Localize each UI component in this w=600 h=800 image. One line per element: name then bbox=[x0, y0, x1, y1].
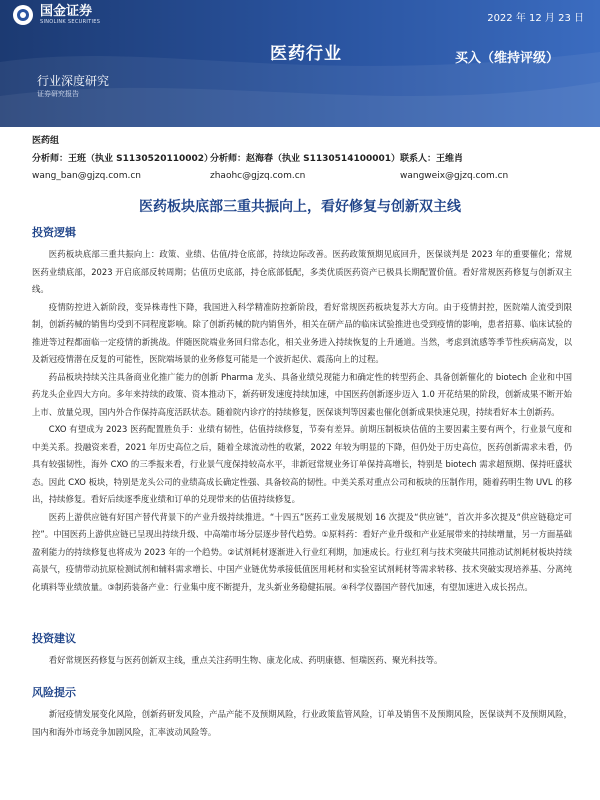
analyst-1-email[interactable]: wang_ban@gjzq.com.cn bbox=[32, 171, 141, 181]
report-date: 2022 年 12 月 23 日 bbox=[487, 13, 584, 24]
team-group: 医药组 bbox=[32, 136, 60, 146]
paragraph: CXO 有望成为 2023 医药配置胜负手：业绩有韧性，估值持续修复，节奏有差异。前期压制板块估值的主要因素主要有两个，行业景气度和中美关系。投融资来看，2021 年历史高位之后，随着全球流动性的收紧，2022 年较为明显的下降，但仍处于历史高位，医药创新需求未看，仍具有较强韧性，海外 CXO 的三季报来看，行业景气度保持较高水平，非新冠常规业务订单保持高增长，特别是 biotech 需求超预期、保持旺盛状态。因此 CXO 板块，特别是龙头公司的业绩高成长确定性强、具备较高的韧性。中美关系对重点公司和板块的压制作用，随着药明生物 UVL 的移出，持续修复。看好后续逐季度业绩和订单的兑现带来的估值持续修复。 bbox=[32, 424, 572, 504]
section-heading-logic: 投资逻辑 bbox=[32, 226, 76, 239]
brand-mark-icon bbox=[12, 4, 34, 26]
header-banner bbox=[0, 0, 600, 127]
paragraph: 看好常规医药修复与医药创新双主线，重点关注药明生物、康龙化成、药明康德、恒瑞医药、聚光科技等。 bbox=[48, 655, 443, 665]
report-type: 行业深度研究 bbox=[37, 74, 110, 88]
section-body-risk bbox=[32, 706, 572, 741]
paragraph: 疫情防控进入新阶段，变异株毒性下降，我国进入科学精准防控新阶段，看好常规医药板块复苏大方向。由于疫情封控，医院端人流受到限制，创新药械的销售均受到不同程度影响。除了创新药械的院内销售外，相关在研产品的临床试验推进也受到疫情的影响，患者招募、临床试验的推进等过程都面临一定疫情的新挑战。伴随医院端业务回归常态化，相关业务进入持续恢复的上升通道。当然，考虑到流感等季节性疾病高发，以及新冠疫情潜在反复的可能性，医院端场景的业务修复可能是一个波折起伏、震荡向上的过程。 bbox=[32, 301, 572, 364]
brand-name-cn: 国金证券 bbox=[40, 4, 93, 19]
paragraph: 医药板块底部三重共振向上：政策、业绩、估值/持仓底部，持续边际改善。医药政策预期见底回升，医保谈判是 2023 年的重要催化；常规医药业绩底部，2023 开启底部反转周期；估值历史底部，持仓底部低配，多类优质医药资产已极具长期配置价值。看好常规医药修复与创新双主线。 bbox=[32, 249, 572, 294]
industry-title: 医药行业 bbox=[270, 44, 342, 64]
paragraph: 药品板块持续关注具备商业化推广能力的创新 Pharma 龙头、具备业绩兑现能力和确定性的转型药企、具备创新催化的 biotech 企业和中国药龙头企业四大方向。多年来持续的政策、资本推动下，新药研发速度持续加速，中国医药创新逐步迈入 1.0 开花结果的阶段，创新成果不断开始上市、放量兑现，国内外合作保持高度活跃状态。随着院内诊疗的持续修复，医保谈判等因素也催化创新成果快速兑现，持续看好本土创新药。 bbox=[32, 371, 572, 417]
contact: 联系人：王维肖 bbox=[400, 154, 464, 164]
analyst-2-email[interactable]: zhaohc@gjzq.com.cn bbox=[210, 171, 306, 181]
analyst-1: 分析师：王班（执业 S1130520110002） bbox=[32, 154, 214, 164]
report-subtitle: 证券研究报告 bbox=[37, 90, 79, 98]
brand-name-en: SINOLINK SECURITIES bbox=[40, 19, 101, 25]
paragraph: 医药上游供应链有好国产替代背景下的产业升级持续推进。“十四五”医药工业发展规划 16 次提及“供应链”，首次并多次提及“供应链稳定可控”。中国医药上游供应链已呈现出持续升级、中高端市场分层逐步替代趋势。①原料药：看好产业升级和产业延展带来的持续增量，另一方面基础盈利能力的持续修复也将成为 2023 年的一个趋势。②试剂耗材逐渐进入行业红利期，加速成长。行业红利与技术突破共同推动试剂耗材板块持续高景气，疫情带动抗原检测试剂和辅料需求增长、中国产业链优势承接低值医用耗材和实验室试剂耗材等需求转移、技术突破实现培养基、分离纯化填料等业绩放量。③制药装备产业：行业集中度不断提升，龙头新业务稳健拓展。④科学仪器国产替代加速，有望加速进入成长拐点。 bbox=[32, 511, 572, 592]
section-body-suggest bbox=[32, 652, 572, 670]
contact-email[interactable]: wangweix@gjzq.com.cn bbox=[400, 171, 509, 181]
author-block bbox=[32, 133, 572, 181]
paragraph: 新冠疫情发展变化风险，创新药研发风险，产品产能不及预期风险，行业政策监管风险，订单及销售不及预期风险，医保谈判不及预期风险，国内和海外市场竞争加剧风险，汇率波动风险等。 bbox=[32, 709, 572, 737]
rating-badge: 买入（维持评级） bbox=[455, 51, 560, 66]
analyst-2: 分析师：赵海春（执业 S1130514100001） bbox=[210, 154, 401, 164]
report-title: 医药板块底部三重共振向上，看好修复与创新双主线 bbox=[139, 199, 461, 215]
brand-logo bbox=[12, 4, 100, 26]
section-heading-risk: 风险提示 bbox=[32, 686, 76, 699]
section-body-logic bbox=[32, 246, 572, 596]
section-heading-suggest: 投资建议 bbox=[32, 632, 76, 645]
